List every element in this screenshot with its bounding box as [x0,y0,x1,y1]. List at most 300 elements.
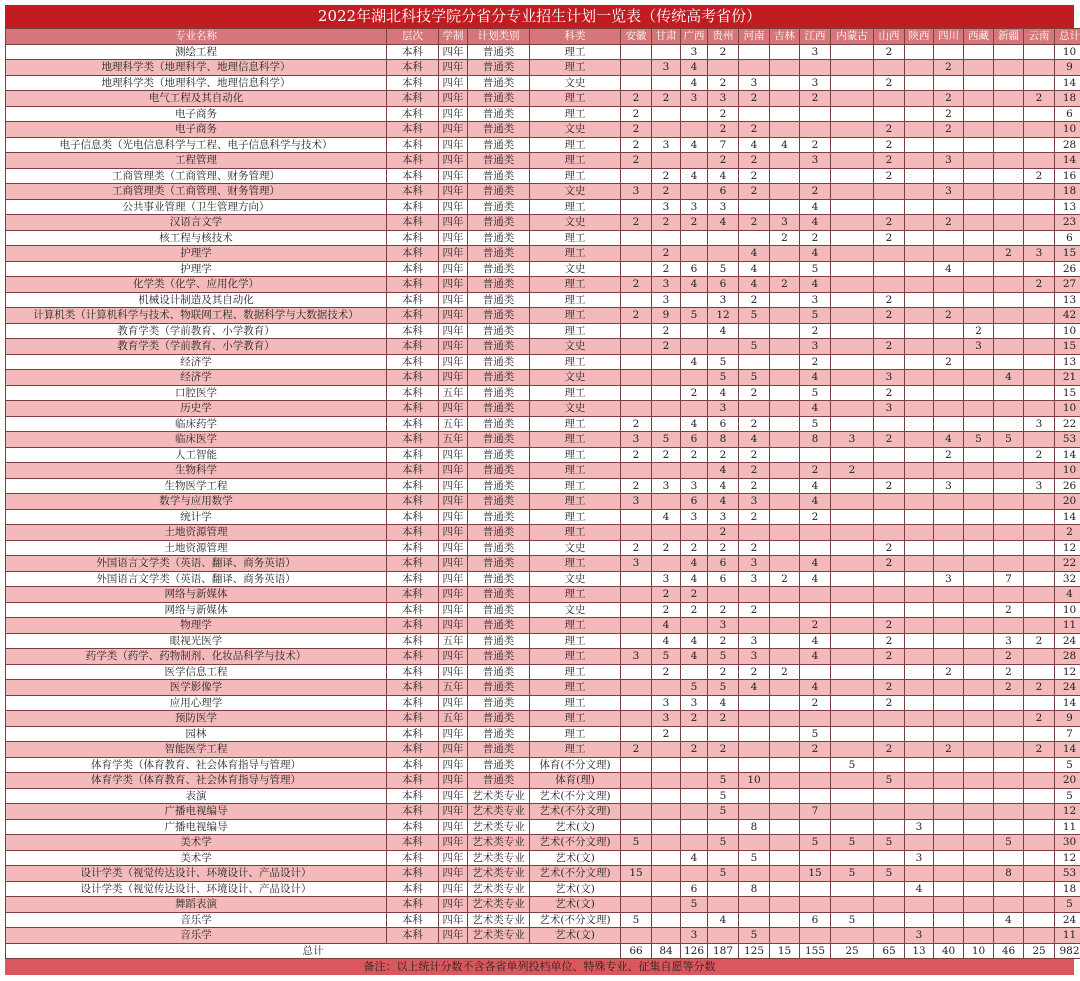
table-row [6,370,1080,386]
table-cell [874,463,905,479]
table-cell: 32 [1055,571,1080,587]
major-name-cell: 计算机类（计算机科学与技术、物联网工程、数据科学与大数据技术） [6,308,387,324]
table-cell: 14 [1055,75,1080,91]
table-cell [905,277,934,293]
table-cell: 13 [1055,354,1080,370]
table-cell [905,757,934,773]
table-cell [994,742,1024,758]
table-cell [770,153,800,169]
table-cell: 本科 [387,773,439,789]
table-cell [708,230,739,246]
table-cell [905,540,934,556]
table-cell [874,199,905,215]
table-cell: 四年 [439,75,468,91]
table-cell: 4 [681,137,708,153]
table-cell [770,742,800,758]
table-cell: 理工 [530,695,621,711]
table-row [6,416,1080,432]
table-cell: 2 [652,726,681,742]
total-cell: 13 [905,943,934,959]
table-cell: 4 [681,649,708,665]
table-cell [964,618,994,634]
table-cell [739,726,770,742]
table-cell: 3 [874,370,905,386]
table-cell: 五年 [439,633,468,649]
major-name-cell: 电气工程及其自动化 [6,91,387,107]
major-name-cell: 电子商务 [6,122,387,138]
table-cell: 2 [874,478,905,494]
table-cell: 4 [934,261,964,277]
table-cell [621,60,652,76]
table-cell: 3 [681,695,708,711]
table-cell [994,587,1024,603]
table-cell: 文史 [530,401,621,417]
table-cell: 2 [874,215,905,231]
table-cell: 2 [739,664,770,680]
table-row [6,525,1080,541]
table-cell: 2 [934,447,964,463]
table-cell [964,556,994,572]
table-cell: 本科 [387,60,439,76]
table-cell: 10 [1055,323,1080,339]
table-cell [1024,308,1055,324]
table-cell [800,122,831,138]
column-header: 甘肃 [652,29,681,45]
table-cell: 2 [652,447,681,463]
table-cell: 4 [708,168,739,184]
table-cell [800,60,831,76]
table-cell [1024,323,1055,339]
table-cell [831,75,874,91]
table-cell [1024,354,1055,370]
table-cell: 2 [621,308,652,324]
table-cell [621,509,652,525]
table-cell [681,912,708,928]
table-cell [905,308,934,324]
table-cell [739,835,770,851]
table-cell [964,804,994,820]
table-cell [905,726,934,742]
table-cell: 2 [874,122,905,138]
table-cell [621,819,652,835]
table-cell [770,726,800,742]
table-cell [621,401,652,417]
table-cell [934,866,964,882]
table-cell: 5 [800,416,831,432]
table-cell [652,897,681,913]
table-cell [831,308,874,324]
table-cell [934,509,964,525]
table-cell: 2 [934,122,964,138]
table-cell [874,261,905,277]
table-cell: 4 [681,556,708,572]
table-cell: 四年 [439,370,468,386]
table-cell [994,819,1024,835]
table-cell: 14 [1055,695,1080,711]
column-header: 西藏 [964,29,994,45]
table-cell [934,339,964,355]
table-cell: 普通类 [468,44,530,60]
table-cell: 9 [1055,711,1080,727]
table-cell: 本科 [387,556,439,572]
table-row [6,44,1080,60]
table-cell [739,199,770,215]
table-cell: 本科 [387,711,439,727]
table-cell [681,525,708,541]
table-cell [652,354,681,370]
total-cell: 46 [994,943,1024,959]
table-cell [652,463,681,479]
table-cell: 10 [1055,463,1080,479]
table-cell [831,60,874,76]
table-cell [964,385,994,401]
table-cell [874,928,905,944]
table-body [6,44,1080,959]
table-cell: 四年 [439,649,468,665]
table-cell: 文史 [530,122,621,138]
table-cell: 3 [905,819,934,835]
table-cell: 3 [681,478,708,494]
table-cell: 4 [708,494,739,510]
major-name-cell: 数学与应用数学 [6,494,387,510]
table-cell: 4 [681,571,708,587]
table-cell: 五年 [439,385,468,401]
table-cell [994,308,1024,324]
table-cell: 艺术(不分文理) [530,912,621,928]
table-cell [652,556,681,572]
table-cell: 本科 [387,230,439,246]
table-cell: 2 [800,137,831,153]
table-cell: 2 [800,323,831,339]
table-row [6,556,1080,572]
table-cell: 3 [831,432,874,448]
table-cell: 普通类 [468,184,530,200]
table-cell: 6 [681,261,708,277]
table-cell [770,494,800,510]
table-cell: 艺术类专业 [468,928,530,944]
table-cell: 普通类 [468,339,530,355]
table-cell: 2 [800,509,831,525]
table-cell [739,804,770,820]
table-cell [905,633,934,649]
table-cell: 文史 [530,75,621,91]
table-cell [905,664,934,680]
table-cell: 2 [652,184,681,200]
table-cell [1024,649,1055,665]
major-name-cell: 广播电视编导 [6,819,387,835]
table-cell [652,835,681,851]
header-row [6,29,1080,45]
table-cell [1024,261,1055,277]
table-cell: 22 [1055,556,1080,572]
table-cell: 艺术类专业 [468,866,530,882]
table-cell: 2 [708,122,739,138]
column-header: 专业名称 [6,29,387,45]
table-cell [770,881,800,897]
table-cell: 体育(不分文理) [530,757,621,773]
major-name-cell: 美术学 [6,835,387,851]
table-cell [621,850,652,866]
table-cell [964,494,994,510]
table-cell [621,463,652,479]
column-header: 总计 [1055,29,1080,45]
table-cell [1024,773,1055,789]
table-row [6,168,1080,184]
table-cell: 2 [1055,525,1080,541]
table-cell [964,881,994,897]
table-cell: 2 [874,230,905,246]
major-name-cell: 汉语言文学 [6,215,387,231]
total-cell: 15 [770,943,800,959]
table-cell: 理工 [530,432,621,448]
table-row [6,912,1080,928]
table-cell [770,168,800,184]
table-cell: 普通类 [468,385,530,401]
table-cell: 2 [934,354,964,370]
table-cell: 本科 [387,385,439,401]
table-cell [708,726,739,742]
table-cell: 四年 [439,137,468,153]
table-cell [934,385,964,401]
table-cell: 5 [831,757,874,773]
table-cell [681,463,708,479]
table-cell: 2 [621,122,652,138]
table-cell: 四年 [439,261,468,277]
table-cell [621,44,652,60]
table-cell: 四年 [439,757,468,773]
table-cell [1024,122,1055,138]
table-cell [1024,804,1055,820]
table-cell [905,122,934,138]
table-cell [964,664,994,680]
table-cell [964,168,994,184]
table-cell: 普通类 [468,649,530,665]
table-cell [964,587,994,603]
table-cell: 11 [1055,928,1080,944]
table-cell [708,897,739,913]
table-cell: 4 [652,618,681,634]
table-cell: 3 [800,339,831,355]
table-cell [994,726,1024,742]
table-cell [994,339,1024,355]
major-name-cell: 美术学 [6,850,387,866]
table-cell: 3 [621,649,652,665]
table-cell: 12 [1055,540,1080,556]
table-cell [770,292,800,308]
table-cell [994,509,1024,525]
table-cell: 2 [770,664,800,680]
table-cell: 2 [994,680,1024,696]
table-cell [934,525,964,541]
total-cell: 187 [708,943,739,959]
table-cell: 普通类 [468,75,530,91]
table-cell: 2 [739,168,770,184]
table-cell: 理工 [530,44,621,60]
table-cell: 2 [652,246,681,262]
table-cell [905,75,934,91]
table-cell: 2 [621,742,652,758]
table-cell: 4 [800,277,831,293]
table-cell [831,804,874,820]
table-row [6,230,1080,246]
table-cell: 五年 [439,416,468,432]
table-cell [1024,571,1055,587]
major-name-cell: 电子商务 [6,106,387,122]
table-cell [1024,44,1055,60]
table-cell [800,928,831,944]
table-row [6,354,1080,370]
table-cell: 3 [681,509,708,525]
table-cell: 四年 [439,602,468,618]
table-cell: 2 [874,680,905,696]
major-name-cell: 地理科学类（地理科学、地理信息科学） [6,60,387,76]
table-cell [905,91,934,107]
table-row [6,122,1080,138]
major-name-cell: 音乐学 [6,928,387,944]
table-cell: 5 [739,308,770,324]
table-cell [994,773,1024,789]
table-cell: 3 [652,695,681,711]
table-cell [831,928,874,944]
table-cell: 本科 [387,416,439,432]
table-cell [652,370,681,386]
table-cell [994,401,1024,417]
footnote: 备注：以上统计分数不含各省单列投档单位、特殊专业、征集自愿等分数 [5,959,1074,975]
table-cell: 普通类 [468,773,530,789]
table-cell: 7 [708,137,739,153]
table-cell: 24 [1055,680,1080,696]
table-cell: 3 [800,153,831,169]
table-cell: 2 [934,664,964,680]
table-cell [770,106,800,122]
table-cell [739,401,770,417]
table-cell: 2 [874,292,905,308]
table-cell: 普通类 [468,494,530,510]
table-cell [770,695,800,711]
table-cell [905,215,934,231]
table-row [6,199,1080,215]
table-cell: 2 [681,385,708,401]
table-cell: 3 [652,571,681,587]
table-cell: 普通类 [468,742,530,758]
table-cell [770,199,800,215]
table-cell: 理工 [530,230,621,246]
table-cell: 3 [934,153,964,169]
table-cell: 本科 [387,323,439,339]
table-cell [964,44,994,60]
table-cell [994,695,1024,711]
table-cell: 普通类 [468,525,530,541]
table-cell: 四年 [439,168,468,184]
table-cell: 普通类 [468,261,530,277]
table-cell [831,633,874,649]
table-row [6,835,1080,851]
table-cell: 28 [1055,649,1080,665]
table-cell [621,602,652,618]
table-cell: 理工 [530,106,621,122]
table-cell: 本科 [387,757,439,773]
table-cell: 普通类 [468,463,530,479]
table-row [6,757,1080,773]
table-cell [905,323,934,339]
table-cell [800,106,831,122]
table-cell: 5 [681,680,708,696]
table-cell [770,788,800,804]
table-cell: 艺术(文) [530,897,621,913]
major-name-cell: 人工智能 [6,447,387,463]
table-row [6,788,1080,804]
table-cell: 艺术(文) [530,850,621,866]
table-cell [874,726,905,742]
table-cell: 10 [1055,401,1080,417]
major-name-cell: 设计学类（视觉传达设计、环境设计、产品设计） [6,866,387,882]
table-cell: 4 [739,680,770,696]
table-cell [652,494,681,510]
table-row [6,773,1080,789]
table-cell [652,788,681,804]
table-cell [770,711,800,727]
table-cell: 四年 [439,618,468,634]
table-cell [964,788,994,804]
table-cell [831,354,874,370]
table-cell: 2 [934,308,964,324]
table-cell: 2 [621,137,652,153]
table-cell [652,75,681,91]
table-cell: 艺术类专业 [468,835,530,851]
table-cell: 本科 [387,122,439,138]
table-cell [964,773,994,789]
table-cell [770,540,800,556]
table-cell [652,44,681,60]
table-cell: 5 [708,773,739,789]
table-cell [964,230,994,246]
table-cell: 2 [621,91,652,107]
table-cell [994,122,1024,138]
table-cell: 本科 [387,308,439,324]
table-cell: 艺术(不分文理) [530,866,621,882]
major-name-cell: 网络与新媒体 [6,587,387,603]
table-cell: 3 [621,184,652,200]
table-cell [770,44,800,60]
table-cell: 14 [1055,447,1080,463]
table-cell [1024,385,1055,401]
table-cell: 四年 [439,463,468,479]
table-cell: 2 [739,91,770,107]
table-cell: 2 [739,416,770,432]
table-cell: 理工 [530,494,621,510]
table-cell: 理工 [530,509,621,525]
table-cell: 本科 [387,153,439,169]
table-cell: 2 [964,323,994,339]
table-cell: 30 [1055,835,1080,851]
table-cell [905,168,934,184]
table-cell [831,106,874,122]
table-cell: 4 [708,215,739,231]
table-cell: 5 [739,850,770,866]
table-cell [1024,835,1055,851]
table-cell [905,463,934,479]
table-cell: 本科 [387,649,439,665]
table-cell [994,106,1024,122]
table-cell [739,354,770,370]
table-cell: 3 [708,618,739,634]
table-cell [621,633,652,649]
table-cell: 3 [739,556,770,572]
table-cell [934,602,964,618]
table-cell: 15 [800,866,831,882]
table-cell: 4 [652,509,681,525]
table-cell: 四年 [439,153,468,169]
